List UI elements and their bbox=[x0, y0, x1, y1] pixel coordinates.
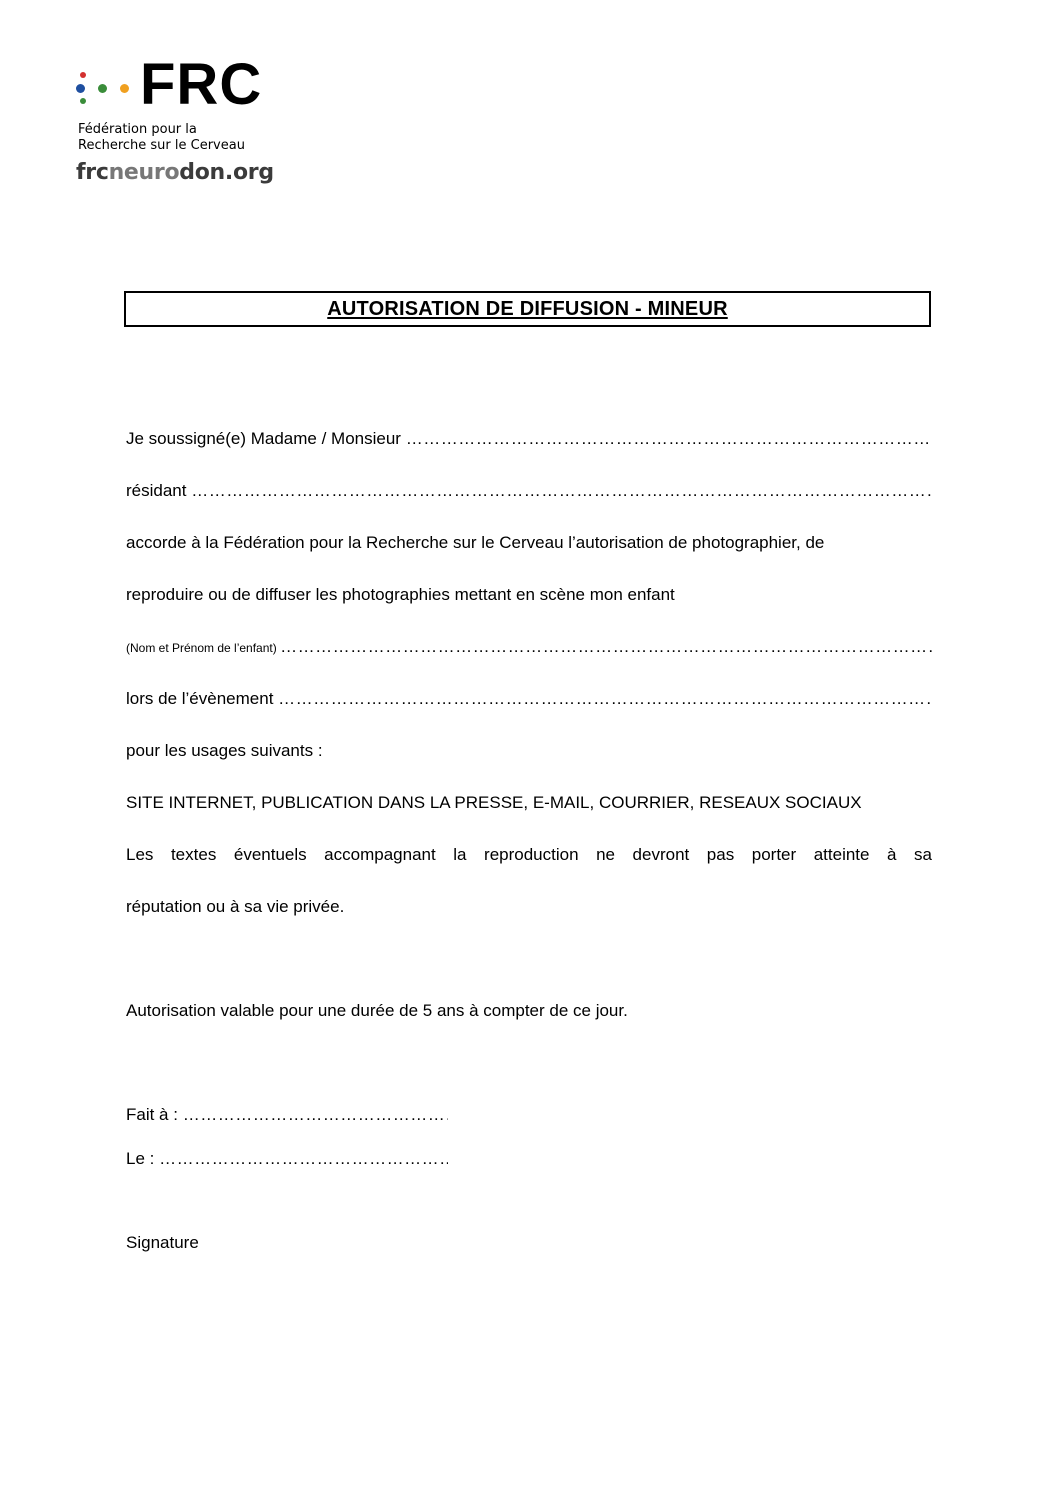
signature-label: Signature bbox=[126, 1233, 199, 1252]
logo-url-part3: don.org bbox=[179, 160, 274, 185]
validity-text: Autorisation valable pour une durée de 5 ans à compter de ce jour. bbox=[126, 1001, 628, 1020]
frc-logo bbox=[76, 52, 276, 192]
logo-subtitle bbox=[78, 122, 245, 154]
logo-dot-red bbox=[80, 72, 86, 78]
date-field-dots[interactable] bbox=[159, 1148, 448, 1170]
texts-line-2: réputation ou à sa vie privée. bbox=[126, 897, 345, 916]
child-field-line[interactable] bbox=[126, 636, 932, 659]
residence-field-label: résidant bbox=[126, 481, 192, 500]
place-field-dots[interactable] bbox=[183, 1104, 448, 1126]
name-field-line[interactable] bbox=[126, 428, 932, 450]
logo-dot-blue bbox=[76, 84, 85, 93]
grant-line-2: reproduire ou de diffuser les photographies mettant en scène mon enfant bbox=[126, 585, 675, 604]
logo-dot-green-2 bbox=[98, 84, 107, 93]
logo-dot-orange bbox=[120, 84, 129, 93]
child-field-dots[interactable] bbox=[280, 636, 932, 658]
logo-url-part2: neuro bbox=[108, 160, 180, 185]
document-title: AUTORISATION DE DIFFUSION - MINEUR bbox=[327, 297, 728, 320]
grant-line-1: accorde à la Fédération pour la Recherche sur le Cerveau l’autorisation de photographier, de bbox=[126, 533, 825, 552]
logo-mark: FRC bbox=[140, 52, 263, 117]
event-field-label: lors de l’évènement bbox=[126, 689, 279, 708]
title-box bbox=[124, 291, 931, 327]
logo-dots-icon bbox=[76, 72, 138, 102]
usages-label: pour les usages suivants : bbox=[126, 741, 323, 760]
child-field-label: (Nom et Prénom de l’enfant) bbox=[126, 641, 281, 655]
place-field-line[interactable] bbox=[126, 1104, 448, 1126]
logo-url-part1: frc bbox=[76, 160, 109, 185]
residence-field-dots[interactable] bbox=[191, 480, 932, 502]
logo-subtitle-line2: Recherche sur le Cerveau bbox=[78, 138, 245, 153]
name-field-label: Je soussigné(e) Madame / Monsieur bbox=[126, 429, 406, 448]
date-field-label: Le : bbox=[126, 1149, 160, 1168]
name-field-dots[interactable] bbox=[406, 428, 932, 450]
usages-list: SITE INTERNET, PUBLICATION DANS LA PRESSE, E-MAIL, COURRIER, RESEAUX SOCIAUX bbox=[126, 793, 862, 812]
event-field-line[interactable] bbox=[126, 688, 932, 710]
logo-subtitle-line1: Fédération pour la bbox=[78, 122, 197, 137]
logo-url bbox=[76, 160, 274, 186]
event-field-dots[interactable] bbox=[278, 688, 932, 710]
logo-dot-green bbox=[80, 98, 86, 104]
residence-field-line[interactable] bbox=[126, 480, 932, 502]
texts-line-1: Les textes éventuels accompagnant la reproduction ne devront pas porter atteinte à sa bbox=[126, 845, 932, 864]
date-field-line[interactable] bbox=[126, 1148, 448, 1170]
place-field-label: Fait à : bbox=[126, 1105, 183, 1124]
